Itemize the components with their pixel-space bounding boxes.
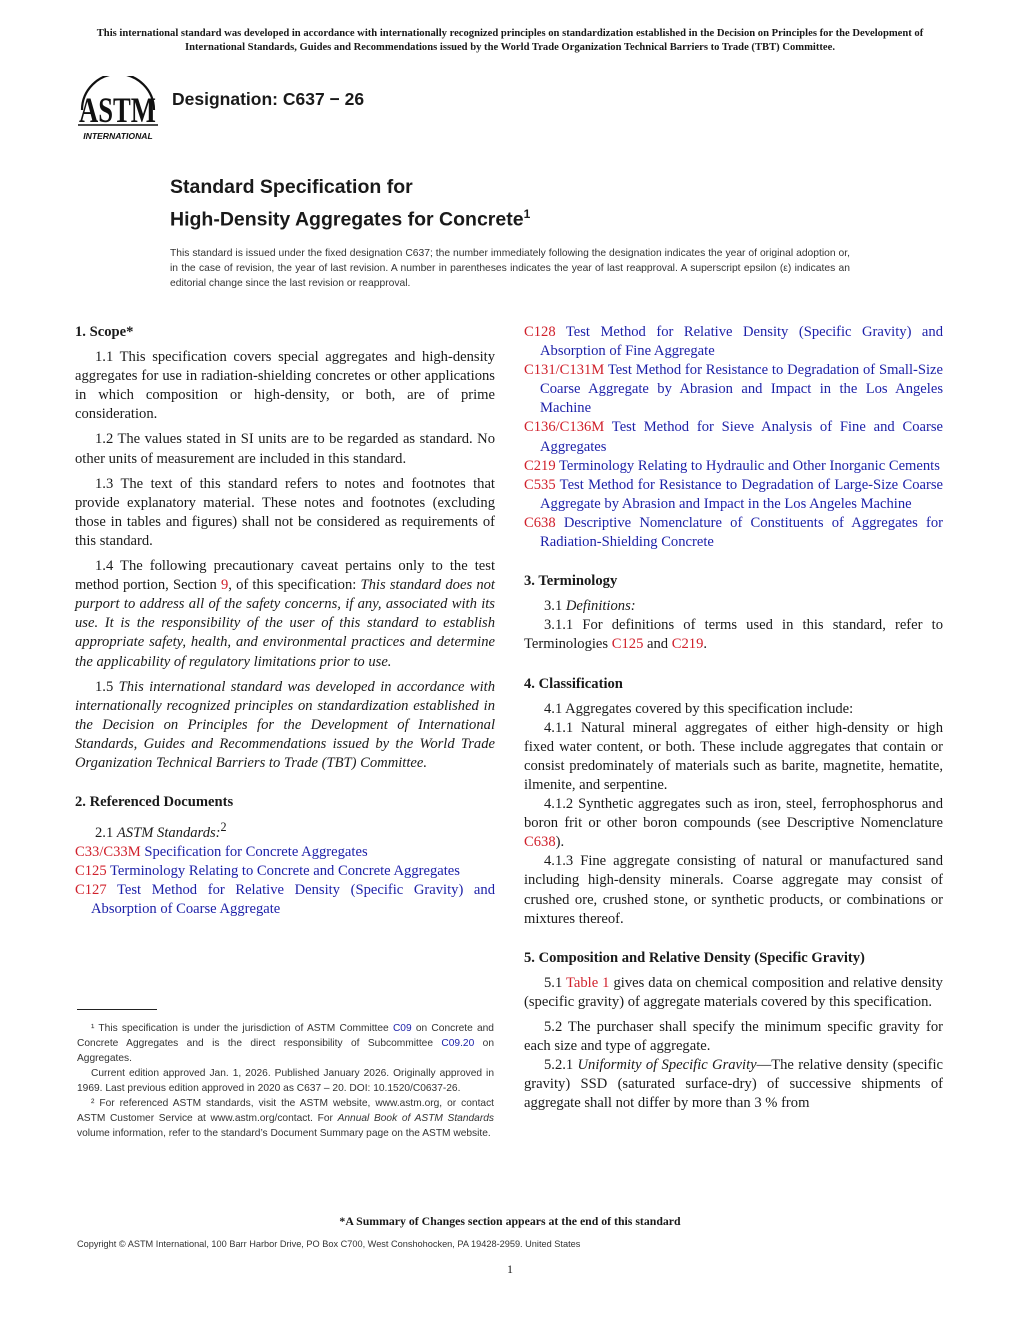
para-5-1-text: gives data on chemical composition and relative density (specific gravity) of aggregate materials covered by this specification. [524,974,943,1010]
reference-item[interactable] [524,361,943,418]
para-1-3: 1.3 The text of this standard refers to notes and footnotes that provide explanatory material. These notes and footnotes (excluding those in tables and figures) shall not be considered as requirements of this standard. [75,475,495,549]
section-2-heading: 2. Referenced Documents [75,794,234,811]
para-1-5 [75,678,495,773]
reference-item[interactable] [524,457,943,476]
reference-code[interactable]: C535 [524,476,556,493]
para-4-1-1: 4.1.1 Natural mineral aggregates of either high-density or high fixed water content, or both. These include aggregates that contain or consist predominately of materials such as barite, magnetite, hematite, ilmenite, and serpentine. [524,719,943,793]
para-3-1-1-text: 3.1.1 For definitions of terms used in this standard, refer to Terminologies [524,617,943,653]
title-line-2 [170,201,530,234]
reference-item[interactable] [75,843,495,862]
para-4-1-2-end: ). [555,834,565,851]
safety-caveat: This standard does not purport to address all of the safety concerns, if any, associated with its use. It is the responsibility of the user of this standard to establish appropriate safety, health, and environmental practices and determine the applicability of regulatory limitations prior to use. [75,577,495,670]
para-1-5-text: This international standard was developed in accordance with internationally recognized principles on standardization established in the Decision on Principles for the Development of International Standards, Guides and Recommendations issued by the World Trade Organization Technical Barriers to Trade (TBT) Committee. [75,678,496,771]
footnote-1-end: on Aggregates. [77,1038,494,1064]
title-line-1: Standard Specification for [170,176,413,198]
para-5-1-number: 5.1 [544,974,566,991]
reference-item[interactable] [524,476,943,514]
reference-item[interactable] [75,862,495,881]
para-5-2-1-number: 5.2.1 [544,1057,578,1074]
left-column [75,323,495,919]
para-1-5-number: 1.5 [95,678,119,695]
footnote-1-text: ¹ This specification is under the jurisdiction of ASTM Committee [91,1023,393,1034]
c125-link[interactable]: C125 [611,636,644,653]
para-3-1-number: 3.1 [544,598,566,615]
footnote-edition: Current edition approved Jan. 1, 2026. Published January 2026. Originally approved in 1969. Last previous edition approved in 2020 as C637 – 20. DOI: 10.1520/C0637-26. [77,1068,494,1094]
para-5-2: 5.2 The purchaser shall specify the minimum specific gravity for each size and type of aggregate. [524,1019,943,1055]
reference-title[interactable]: Test Method for Resistance to Degradation of Large-Size Coarse Aggregate by Abrasion and Impact in the Los Angeles Machine [540,476,943,512]
reference-title[interactable]: Test Method for Relative Density (Specific Gravity) and Absorption of Fine Aggregate [540,324,943,360]
page-number: 1 [507,1262,513,1276]
reference-title[interactable]: Specification for Concrete Aggregates [140,844,368,861]
c638-link[interactable]: C638 [524,834,556,851]
reference-item[interactable] [75,881,495,919]
document-title [170,174,530,234]
issuance-notice: This standard is issued under the fixed designation C637; the number immediately following the designation indicates the year of original adoption or, in the case of revision, the year of last revision. A number in parentheses indicates the year of last reapproval. A superscript epsilon (ε) indicates an editorial change since the last revision or reapproval. [170,248,850,289]
para-3-1 [524,597,943,616]
para-2-1 [75,818,495,843]
para-4-1-2-text: 4.1.2 Synthetic aggregates such as iron, steel, ferrophosphorus and boron frit or other boron compounds (see Descriptive Nomenclature [524,796,943,832]
reference-title[interactable]: Descriptive Nomenclature of Constituents of Aggregates for Radiation-Shielding Concrete [540,514,943,551]
reference-code[interactable]: C638 [524,514,556,531]
reference-item[interactable] [524,418,943,456]
tbt-banner: This international standard was developed in accordance with internationally recognized principles on standardization established in the Decision on Principles for the Development of International Standards, Guides and Recommendations issued by the World Trade Organization Technical Barriers to Trade (TBT) Committee. [96,28,924,53]
reference-item[interactable] [524,323,943,361]
astm-logo [76,76,160,144]
logo-letters: ASTM [78,90,156,130]
footnote-2 [77,1096,494,1141]
para-2-1-label: ASTM Standards: [116,825,221,842]
reference-title[interactable]: Test Method for Resistance to Degradation of Small-Size Coarse Aggregate by Abrasion and Impact in the Los Angeles Machine [540,362,943,417]
reference-code[interactable]: C131/C131M [524,362,605,379]
committee-c09-link[interactable]: C09 [392,1023,412,1034]
para-4-1: 4.1 Aggregates covered by this specification include: [544,700,854,717]
para-5-2-1-text: —The relative density (specific gravity) SSD (saturated surface-dry) of successive shipments of aggregate shall not differ by more than 3 % from [524,1057,943,1112]
footnote-2-marker: 2 [220,820,227,835]
footnote-divider [77,1009,157,1010]
section-1-heading: 1. Scope* [75,324,134,340]
footnote-1-mid: on Concrete and Concrete Aggregates and is the direct responsibility of Subcommittee [77,1023,494,1049]
para-1-4 [75,557,495,672]
footnote-2-italic: Annual Book of ASTM Standards [337,1113,494,1124]
astm-logo-icon [76,76,160,144]
reference-item[interactable] [524,514,943,552]
subcommittee-c09-20-link[interactable]: C09.20 [441,1038,475,1049]
title-footnote-marker: 1 [523,207,531,221]
section-5-heading: 5. Composition and Relative Density (Specific Gravity) [524,949,865,966]
para-3-1-label: Definitions: [565,598,636,615]
footnote-2-end: volume information, refer to the standard’s Document Summary page on the ASTM website. [77,1128,491,1139]
reference-title[interactable]: Test Method for Relative Density (Specific Gravity) and Absorption of Coarse Aggregate [91,882,495,918]
para-5-2-1 [524,1056,943,1113]
para-2-1-number: 2.1 [95,825,117,842]
para-4-1-2 [524,795,943,852]
para-5-2-1-label: Uniformity of Specific Gravity [577,1057,757,1074]
para-3-1-1 [524,616,943,654]
reference-code[interactable]: C125 [75,863,107,880]
para-1-4-text: 1.4 The following precautionary caveat pertains only to the test method portion, Section [75,558,495,594]
right-column [524,323,943,1113]
reference-title[interactable]: Test Method for Sieve Analysis of Fine and Coarse Aggregates [540,419,943,455]
c219-link[interactable]: C219 [671,636,704,653]
reference-title[interactable]: Terminology Relating to Hydraulic and Other Inorganic Cements [555,457,940,474]
title-line-2-text: High-Density Aggregates for Concrete [170,208,524,231]
summary-of-changes-note: *A Summary of Changes section appears at the end of this standard [339,1214,681,1228]
para-5-1 [524,974,943,1012]
para-1-4-mid: , of this specification: [228,577,361,594]
designation: Designation: C637 − 26 [172,89,365,109]
reference-title[interactable]: Terminology Relating to Concrete and Concrete Aggregates [106,863,460,880]
para-4-1-3: 4.1.3 Fine aggregate consisting of natural or manufactured sand including high-density minerals. Coarse aggregate may consist of crushed ore, crushed stone, or synthetic products, or combinations or mixtures thereof. [524,853,943,927]
reference-code[interactable]: C128 [524,324,556,340]
para-1-2: 1.2 The values stated in SI units are to be regarded as standard. No other units of measurement are included in this standard. [75,431,495,467]
para-1-1: 1.1 This specification covers special aggregates and high-density aggregates for use in radiation-shielding concretes or other applications in which composition or high-density, or both, are of prime consideration. [75,349,495,423]
para-3-1-1-and: and [643,636,672,653]
table-1-link[interactable]: Table 1 [565,974,610,991]
reference-code[interactable]: C127 [75,882,107,899]
reference-code[interactable]: C136/C136M [524,419,605,436]
para-3-1-1-end: . [703,636,708,653]
section-4-heading: 4. Classification [524,675,623,692]
reference-code[interactable]: C33/C33M [75,844,141,861]
section-9-link[interactable]: 9 [220,577,229,594]
footnote-1 [77,1021,494,1066]
section-3-heading: 3. Terminology [524,573,618,590]
footnotes [77,1021,494,1141]
logo-international: INTERNATIONAL [83,131,153,141]
copyright: Copyright © ASTM International, 100 Barr Harbor Drive, PO Box C700, West Conshohocken, PA 19428-2959. United States [77,1239,581,1249]
footnote-2-text: ² For referenced ASTM standards, visit the ASTM website, www.astm.org, or contact ASTM Customer Service at www.astm.org/contact. For [77,1098,494,1124]
reference-code[interactable]: C219 [524,457,556,474]
